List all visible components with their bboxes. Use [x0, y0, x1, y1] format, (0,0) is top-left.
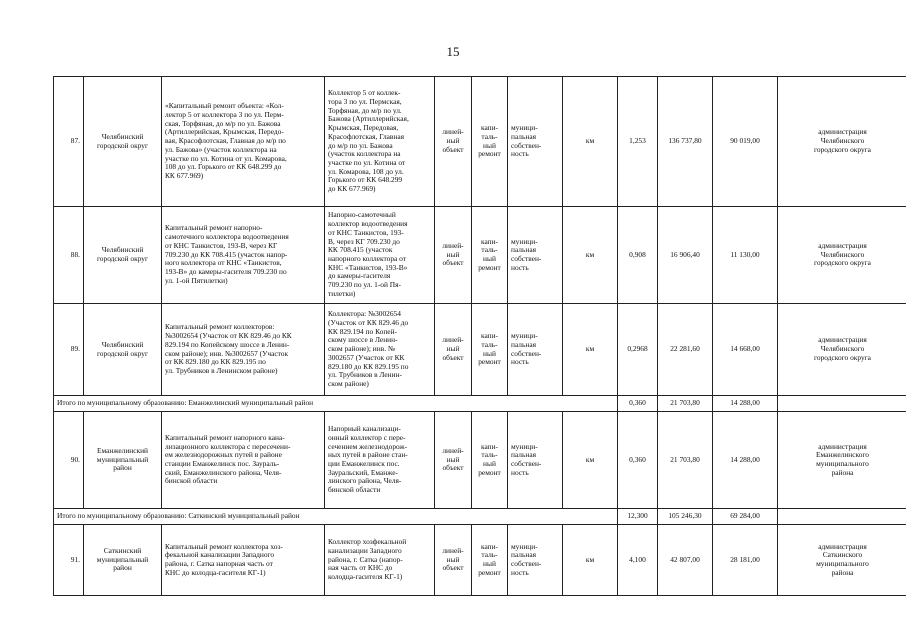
- page-number: 15: [446, 44, 460, 59]
- territory-cell: Челябинский городской округ: [84, 207, 162, 304]
- customer-cell: администрация Челябинского городского округа: [778, 207, 906, 304]
- row-number: 88.: [54, 207, 84, 304]
- project-name-cell: Капитальный ремонт коллектора хоз- фекальной канализации Западного района, г. Сатка напорная часть от КНС до колодца-гасителя КГ-1): [162, 525, 325, 596]
- object-description-cell: Коллектор 5 от коллек- тора 3 по ул. Пермская, Торфяная, до м/р по ул. Бажова (Артиллерийская, Крымская, Передовая, Красофлотская, Главная до м/р по ул. Бажова (участок коллектора на участке по ул. Котина от ул. Комарова, 108 до ул. Горького от КК 648.299 до КК 677.969): [325, 77, 435, 207]
- project-name-cell: «Капитальный ремонт объекта: «Кол- лектор 5 от коллектора 3 по ул. Перм- ская, Торфяная, до м/р по ул. Бажова (Артиллерийская, Крымская, Передо- вая, Красофлотская, Главная до м/р по ул. Бажова» (участок коллектора на участке по ул. Котина от ул. Комарова, 108 до ул. Горького от КК 648.299 до КК 677.969): [162, 77, 325, 207]
- object-type-cell: линей- ный объект: [435, 304, 472, 396]
- ownership-cell: муници- пальная собствен- ность: [508, 525, 563, 596]
- row-number: 89.: [54, 304, 84, 396]
- ownership-cell: муници- пальная собствен- ность: [508, 412, 563, 509]
- customer-cell: администрация Еманжелинского муниципального района: [778, 412, 906, 509]
- table-row: [54, 304, 906, 396]
- ownership-cell: муници- пальная собствен- ность: [508, 304, 563, 396]
- object-type-cell: линей- ный объект: [435, 525, 472, 596]
- table-row: [54, 77, 906, 207]
- object-description-cell: Коллектора: №3002654 (Участок от КК 829.46 до КК 829.194 по Копей- скому шоссе в Ленин- ском районе); инв. № 3002657 (Участок от КК 829.180 до КК 829.195 по ул. Трубников в Ленин- ском районе): [325, 304, 435, 396]
- unit-cell: км: [563, 304, 618, 396]
- subtotal-empty-cell: [778, 509, 906, 525]
- fund-cost-cell: 14 288,00: [713, 412, 778, 509]
- subtotal-total-cost: 105 246,30: [658, 509, 713, 525]
- subtotal-row: [54, 509, 906, 525]
- ownership-cell: муници- пальная собствен- ность: [508, 207, 563, 304]
- length-cell: 0,360: [618, 412, 658, 509]
- unit-cell: км: [563, 207, 618, 304]
- capital-repair-table: [53, 76, 906, 596]
- row-number: 91.: [54, 525, 84, 596]
- work-type-cell: капи- таль- ный ремонт: [472, 412, 508, 509]
- work-type-cell: капи- таль- ный ремонт: [472, 525, 508, 596]
- territory-cell: Челябинский городской округ: [84, 304, 162, 396]
- subtotal-length: 12,300: [618, 509, 658, 525]
- table-row: [54, 412, 906, 509]
- ownership-cell: муници- пальная собствен- ность: [508, 77, 563, 207]
- subtotal-length: 0,360: [618, 396, 658, 412]
- row-number: 90.: [54, 412, 84, 509]
- fund-cost-cell: 90 019,00: [713, 77, 778, 207]
- object-type-cell: линей- ный объект: [435, 207, 472, 304]
- unit-cell: км: [563, 77, 618, 207]
- total-cost-cell: 42 807,00: [658, 525, 713, 596]
- work-type-cell: капи- таль- ный ремонт: [472, 77, 508, 207]
- length-cell: 1,253: [618, 77, 658, 207]
- subtotal-label: Итого по муниципальному образованию: Саткинский муниципальный район: [54, 509, 618, 525]
- subtotal-fund-cost: 69 284,00: [713, 509, 778, 525]
- fund-cost-cell: 11 130,00: [713, 207, 778, 304]
- customer-cell: администрация Челябинского городского округа: [778, 304, 906, 396]
- project-name-cell: Капитальный ремонт коллекторов: №3002654 (Участок от КК 829.46 до КК 829.194 по Копейскому шоссе в Ленин- ском районе); инв. №3002657 (Участок от КК 829.180 до КК 829.195 по ул. Трубников в Ленинском районе): [162, 304, 325, 396]
- subtotal-total-cost: 21 703,80: [658, 396, 713, 412]
- object-type-cell: линей- ный объект: [435, 412, 472, 509]
- table-row: [54, 207, 906, 304]
- unit-cell: км: [563, 525, 618, 596]
- project-name-cell: Капитальный ремонт напорно- самотечного коллектора водоотведения от КНС Танкистов, 193-В, через КГ 709.230 до КК 708.415 (участок напор- ного коллектора от КНС «Танкистов, 193-В» до камеры-гасителя 709.230 по ул. 1-ой Пятилетки): [162, 207, 325, 304]
- customer-cell: администрация Саткинского муниципального района: [778, 525, 906, 596]
- work-type-cell: капи- таль- ный ремонт: [472, 207, 508, 304]
- row-number: 87.: [54, 77, 84, 207]
- work-type-cell: капи- таль- ный ремонт: [472, 304, 508, 396]
- subtotal-empty-cell: [778, 396, 906, 412]
- total-cost-cell: 16 906,40: [658, 207, 713, 304]
- fund-cost-cell: 14 668,00: [713, 304, 778, 396]
- territory-cell: Саткинский муниципальный район: [84, 525, 162, 596]
- length-cell: 0,908: [618, 207, 658, 304]
- object-description-cell: Напорно-самотечный коллектор водоотведения от КНС Танкистов, 193- В, через КГ 709.230 до КК 708.415 (участок напорного коллектора от КНС «Танкистов, 193-В» до камеры-гасителя 709.230 по ул. 1-ой Пя- тилетки): [325, 207, 435, 304]
- object-type-cell: линей- ный объект: [435, 77, 472, 207]
- object-description-cell: Коллектор хозфекальной канализации Западного района, г. Сатка (напор- ная часть от КНС до колодца-гасителя КГ-1): [325, 525, 435, 596]
- table-row: [54, 525, 906, 596]
- total-cost-cell: 136 737,80: [658, 77, 713, 207]
- subtotal-row: [54, 396, 906, 412]
- project-name-cell: Капитальный ремонт напорного кана- лизационного коллектора с пересечени- ем железнодорожных путей в районе станции Еманжелинск пос. Заураль- ский, Еманжелинского района, Челя- бинской области: [162, 412, 325, 509]
- unit-cell: км: [563, 412, 618, 509]
- total-cost-cell: 22 281,60: [658, 304, 713, 396]
- object-description-cell: Напорный канализаци- онный коллектор с пере- сечением железнодорож- ных путей в районе стан- ции Еманжелинск пос. Зауральский, Еманже- линского района, Челя- бинской области: [325, 412, 435, 509]
- length-cell: 0,2968: [618, 304, 658, 396]
- subtotal-fund-cost: 14 288,00: [713, 396, 778, 412]
- fund-cost-cell: 28 181,00: [713, 525, 778, 596]
- territory-cell: Челябинский городской округ: [84, 77, 162, 207]
- subtotal-label: Итого по муниципальному образованию: Еманжелинский муниципальный район: [54, 396, 618, 412]
- length-cell: 4,100: [618, 525, 658, 596]
- customer-cell: администрация Челябинского городского округа: [778, 77, 906, 207]
- total-cost-cell: 21 703,80: [658, 412, 713, 509]
- territory-cell: Еманжелинский муниципальный район: [84, 412, 162, 509]
